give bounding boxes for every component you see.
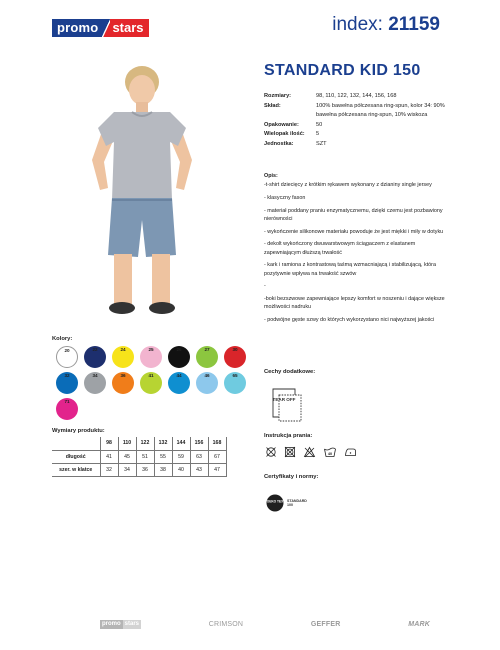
color-swatch-32 — [56, 372, 78, 394]
size-column-header: 168 — [208, 437, 226, 450]
logo-promo-text: promo — [52, 19, 102, 37]
description-item: - wykończenie silikonowe materiału powoduje że jest miękki i miły w dotyku — [264, 228, 444, 235]
color-swatch-30 — [224, 346, 246, 368]
color-code: 44 — [176, 373, 182, 378]
oeko-tex-standard — [287, 499, 307, 507]
product-index — [332, 14, 440, 36]
oeko-tex-text: OEKO TEX — [266, 499, 284, 504]
size-row-label: długość — [52, 450, 100, 463]
care-label: Instrukcja prania: — [264, 433, 313, 439]
oeko-tex-certificate — [266, 494, 307, 512]
size-table-corner — [52, 437, 100, 450]
description-item: - materiał poddany praniu enzymatycznemu, dzięki czemu jest pozbawiony nierówności — [264, 207, 443, 222]
color-swatch-44 — [168, 372, 190, 394]
color-code: 25 — [148, 347, 154, 352]
colors-label: Kolory: — [52, 336, 73, 342]
size-cell: 45 — [118, 450, 136, 463]
size-column-header: 98 — [100, 437, 118, 450]
color-swatch-20 — [56, 346, 78, 368]
color-swatch-65 — [224, 372, 246, 394]
description-item: -boki bezszwowe zapewniające lepszy komfort w noszeniu i dające większe możliwości nadruku — [264, 295, 445, 311]
spec-label: Skład: — [264, 102, 281, 109]
color-code: 32 — [64, 373, 70, 378]
size-cell: 55 — [154, 450, 172, 463]
spec-row-packaging — [264, 121, 454, 131]
spec-list — [264, 92, 454, 149]
color-swatch-41 — [140, 372, 162, 394]
product-title: STANDARD KID 150 — [264, 62, 421, 79]
spec-row-composition — [264, 102, 454, 121]
logo-slash — [102, 19, 110, 37]
size-column-header: 156 — [190, 437, 208, 450]
no-bleach-icon — [303, 446, 316, 458]
iron-low-icon — [344, 446, 357, 458]
footer-brand-mark: MARK — [408, 621, 430, 628]
index-value: 21159 — [388, 14, 440, 35]
spec-label: Jednostka: — [264, 140, 294, 147]
tear-off-text: TEAR OFF — [272, 397, 296, 402]
color-code: 71 — [64, 399, 70, 404]
size-column-header: 110 — [118, 437, 136, 450]
color-code: 34 — [92, 373, 98, 378]
size-cell: 59 — [172, 450, 190, 463]
spec-row-unit — [264, 140, 454, 150]
wash-temp-text: 40 — [327, 452, 333, 457]
index-label: index: — [332, 14, 383, 35]
color-swatch-grid — [56, 346, 246, 420]
size-column-header: 122 — [136, 437, 154, 450]
description-item: - dekolt wykończony dwuwarstwowym ściągaczem z elastanem zapewniającym dłuższą trwałość — [264, 241, 416, 256]
footer-promostars-b: stars — [124, 621, 140, 627]
spec-label: Opakowanie: — [264, 121, 299, 128]
size-column-header: 144 — [172, 437, 190, 450]
size-table — [52, 437, 227, 477]
color-code: 20 — [64, 348, 70, 353]
size-cell: 34 — [118, 463, 136, 476]
product-photo — [52, 50, 232, 320]
promostars-logo — [52, 19, 149, 37]
color-code: 27 — [204, 347, 210, 352]
certificates-label: Certyfikaty i normy: — [264, 474, 319, 480]
spec-label: Wielopak ilość: — [264, 131, 305, 137]
description-title: Opis: — [264, 173, 278, 179]
size-row-label: szer. w klatce — [52, 463, 100, 476]
color-swatch-24 — [112, 346, 134, 368]
description-item: -t-shirt dziecięcy z krótkim rękawem wykonany z dzianiny single jersey — [264, 182, 432, 189]
product-description — [264, 172, 452, 328]
description-item: - kark i ramiona z kontrastową taśmą wzmacniającą i stabilizującą, która pozytywnie wpływa na trwałość szwów — [264, 262, 436, 277]
size-cell: 43 — [190, 463, 208, 476]
size-cell: 36 — [136, 463, 154, 476]
description-item: - — [264, 283, 266, 290]
color-code: 65 — [232, 373, 238, 378]
color-code: 46 — [204, 373, 210, 378]
size-cell: 47 — [208, 463, 226, 476]
color-swatch-27 — [196, 346, 218, 368]
features-label: Cechy dodatkowe: — [264, 369, 316, 375]
spec-row-sizes — [264, 92, 454, 102]
description-item: - klasyczny fason — [264, 195, 306, 201]
color-code: 24 — [120, 347, 126, 352]
sizes-label: Wymiary produktu: — [52, 428, 105, 434]
spec-value: 50 — [316, 121, 323, 128]
color-swatch-26 — [168, 346, 190, 368]
color-swatch-46 — [196, 372, 218, 394]
footer-brand-promostars — [100, 620, 141, 629]
size-cell: 41 — [100, 450, 118, 463]
size-table-row — [52, 463, 226, 476]
footer-brand-crimson: CRIMSON — [208, 621, 244, 628]
size-cell: 51 — [136, 450, 154, 463]
color-swatch-36 — [112, 372, 134, 394]
size-table-header — [52, 437, 226, 450]
care-icons — [265, 446, 357, 458]
color-code: 36 — [120, 373, 126, 378]
spec-value: 98, 110, 122, 132, 144, 156, 168 — [316, 93, 397, 99]
color-code: 22 — [92, 347, 98, 352]
size-cell: 32 — [100, 463, 118, 476]
size-table-row — [52, 450, 226, 463]
footer-brand-geffer: GEFFER — [310, 621, 341, 628]
oeko-standard-line2: 100 — [287, 503, 293, 507]
description-item: - podwójne gęste szwy do których wykorzystano nici najwyższej jakości — [264, 316, 435, 323]
oeko-standard-line1: STANDARD — [287, 498, 307, 503]
color-code: 41 — [148, 373, 154, 378]
footer-promostars-a: promo — [102, 621, 121, 627]
color-code: 26 — [176, 347, 182, 352]
tear-off-label-icon — [270, 387, 304, 423]
size-cell: 38 — [154, 463, 172, 476]
size-column-header: 132 — [154, 437, 172, 450]
footer-brands — [100, 620, 430, 629]
logo-stars-text: stars — [110, 19, 148, 37]
color-code: 30 — [232, 347, 238, 352]
kid-model-illustration — [52, 50, 232, 320]
color-swatch-22 — [84, 346, 106, 368]
size-cell: 63 — [190, 450, 208, 463]
spec-value: SZT — [316, 140, 327, 147]
oeko-tex-logo-icon — [266, 494, 284, 512]
no-dry-clean-icon — [265, 446, 277, 458]
wash-40-icon — [323, 446, 337, 458]
spec-row-multipack — [264, 130, 454, 140]
no-tumble-dry-icon — [284, 446, 296, 458]
spec-value: 5 — [316, 131, 320, 137]
color-swatch-34 — [84, 372, 106, 394]
spec-value: 100% bawełna półczesana ring-spun, kolor 34: 90% bawełna półczesana ring-spun, 10% wiskoza — [316, 102, 445, 118]
color-swatch-71 — [56, 398, 78, 420]
color-swatch-25 — [140, 346, 162, 368]
spec-label: Rozmiary: — [264, 93, 292, 99]
size-cell: 40 — [172, 463, 190, 476]
size-cell: 67 — [208, 450, 226, 463]
